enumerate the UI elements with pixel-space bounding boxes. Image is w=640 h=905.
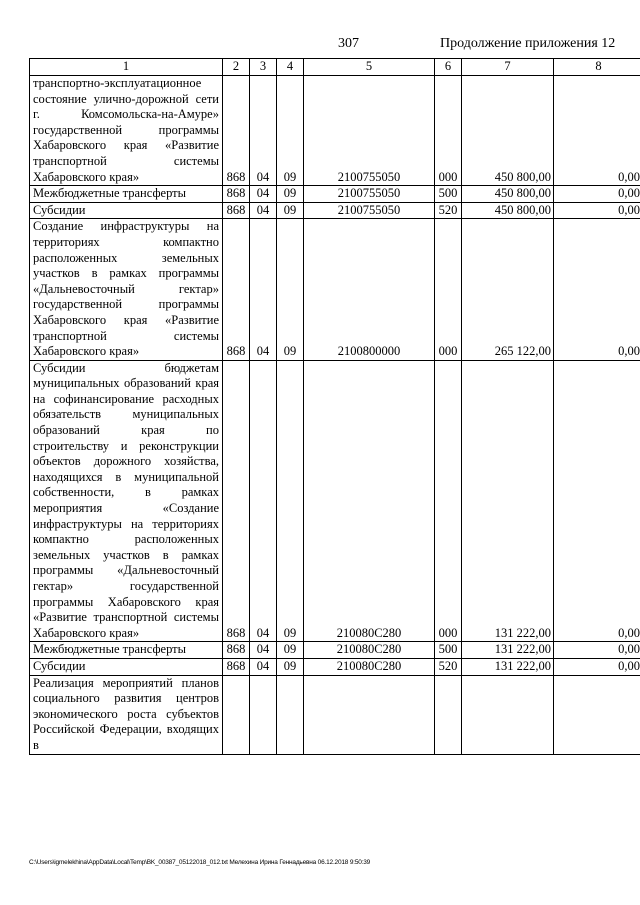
- cell-target-item: 2100800000: [304, 219, 435, 360]
- table-row: [30, 642, 640, 659]
- row-name: транспортно-эксплуатационное состояние улично-дорожной сети г. Комсомольска-на-Амуре» государственной программы Хабаровского края «Развитие транспортной системы Хабаровского края»: [30, 76, 223, 186]
- cell-section: 04: [250, 658, 277, 675]
- row-name: Межбюджетные трансферты: [30, 642, 223, 659]
- cell-code: 868: [223, 642, 250, 659]
- table-row: [30, 202, 640, 219]
- cell-expense-type: 000: [435, 360, 462, 642]
- cell-amount: 131 222,00: [462, 360, 554, 642]
- row-name: Субсидии бюджетам муниципальных образований края на софинансирование расходных обязательств муниципальных образований края по строительству и реконструкции объектов дорожного хозяйства, находящихся в муниципальной собственности, в рамках мероприятия «Создание инфраструктуры на территориях компактно расположенных земельных участков в рамках программы «Дальневосточный гектар» государственной программы Хабаровского края «Развитие транспортной системы Хабаровского края»: [30, 360, 223, 642]
- cell-amount-2: 0,00: [554, 658, 640, 675]
- cell-target-item: 210080С280: [304, 360, 435, 642]
- cell-section: 04: [250, 202, 277, 219]
- cell-code: 868: [223, 186, 250, 203]
- column-header: 4: [277, 59, 304, 76]
- cell-expense-type: 000: [435, 219, 462, 360]
- cell-section: 04: [250, 219, 277, 360]
- cell-amount-2: 0,00: [554, 76, 640, 186]
- cell-code: 868: [223, 76, 250, 186]
- row-name: Субсидии: [30, 658, 223, 675]
- cell-section: 04: [250, 76, 277, 186]
- cell-code: 868: [223, 202, 250, 219]
- cell-expense-type: 520: [435, 202, 462, 219]
- cell-amount: 265 122,00: [462, 219, 554, 360]
- cell-amount: [462, 675, 554, 754]
- cell-target-item: 210080С280: [304, 642, 435, 659]
- cell-amount-2: 0,00: [554, 642, 640, 659]
- cell-expense-type: 500: [435, 186, 462, 203]
- column-header: 6: [435, 59, 462, 76]
- table-row: [30, 219, 640, 360]
- cell-code: 868: [223, 658, 250, 675]
- cell-subsection: 09: [277, 360, 304, 642]
- cell-amount-2: 0,00: [554, 202, 640, 219]
- table-row: [30, 360, 640, 642]
- cell-subsection: 09: [277, 658, 304, 675]
- cell-target-item: [304, 675, 435, 754]
- table-row: [30, 658, 640, 675]
- cell-code: 868: [223, 219, 250, 360]
- table-row: [30, 675, 640, 754]
- column-header: 2: [223, 59, 250, 76]
- column-header: 5: [304, 59, 435, 76]
- page-number: 307: [338, 36, 359, 51]
- cell-subsection: 09: [277, 642, 304, 659]
- cell-subsection: 09: [277, 186, 304, 203]
- cell-amount: 450 800,00: [462, 202, 554, 219]
- cell-section: 04: [250, 186, 277, 203]
- cell-subsection: 09: [277, 219, 304, 360]
- column-header: 8: [554, 59, 640, 76]
- table-row: [30, 76, 640, 186]
- cell-amount: 450 800,00: [462, 186, 554, 203]
- row-name: Межбюджетные трансферты: [30, 186, 223, 203]
- cell-target-item: 2100755050: [304, 202, 435, 219]
- cell-amount: 131 222,00: [462, 642, 554, 659]
- cell-amount-2: 0,00: [554, 360, 640, 642]
- cell-amount: 131 222,00: [462, 658, 554, 675]
- cell-expense-type: [435, 675, 462, 754]
- cell-expense-type: 500: [435, 642, 462, 659]
- cell-target-item: 2100755050: [304, 186, 435, 203]
- cell-section: 04: [250, 360, 277, 642]
- cell-subsection: 09: [277, 202, 304, 219]
- cell-subsection: [277, 675, 304, 754]
- cell-target-item: 2100755050: [304, 76, 435, 186]
- row-name: Создание инфраструктуры на территориях компактно расположенных земельных участков в рамках программы «Дальневосточный гектар» государственной программы Хабаровского края «Развитие транспортной системы Хабаровского края»: [30, 219, 223, 360]
- cell-subsection: 09: [277, 76, 304, 186]
- cell-amount: 450 800,00: [462, 76, 554, 186]
- column-header: 7: [462, 59, 554, 76]
- table-header-row: [30, 59, 640, 76]
- cell-section: [250, 675, 277, 754]
- cell-section: 04: [250, 642, 277, 659]
- table-row: [30, 186, 640, 203]
- row-name: Субсидии: [30, 202, 223, 219]
- file-path-footer: C:\Users\igmelekhina\AppData\Local\Temp\BK_00387_05122018_012.txt Мелехина Ирина Геннадьевна 06.12.2018 9:50:39: [29, 859, 371, 866]
- cell-expense-type: 520: [435, 658, 462, 675]
- cell-amount-2: 0,00: [554, 219, 640, 360]
- appendix-table: [29, 58, 640, 755]
- column-header: 1: [30, 59, 223, 76]
- cell-code: [223, 675, 250, 754]
- continuation-title: Продолжение приложения 12: [440, 36, 616, 51]
- row-name: Реализация мероприятий планов социального развития центров экономического роста субъектов Российской Федерации, входящих в: [30, 675, 223, 754]
- cell-target-item: 210080С280: [304, 658, 435, 675]
- column-header: 3: [250, 59, 277, 76]
- cell-amount-2: 0,00: [554, 186, 640, 203]
- cell-amount-2: [554, 675, 640, 754]
- cell-code: 868: [223, 360, 250, 642]
- cell-expense-type: 000: [435, 76, 462, 186]
